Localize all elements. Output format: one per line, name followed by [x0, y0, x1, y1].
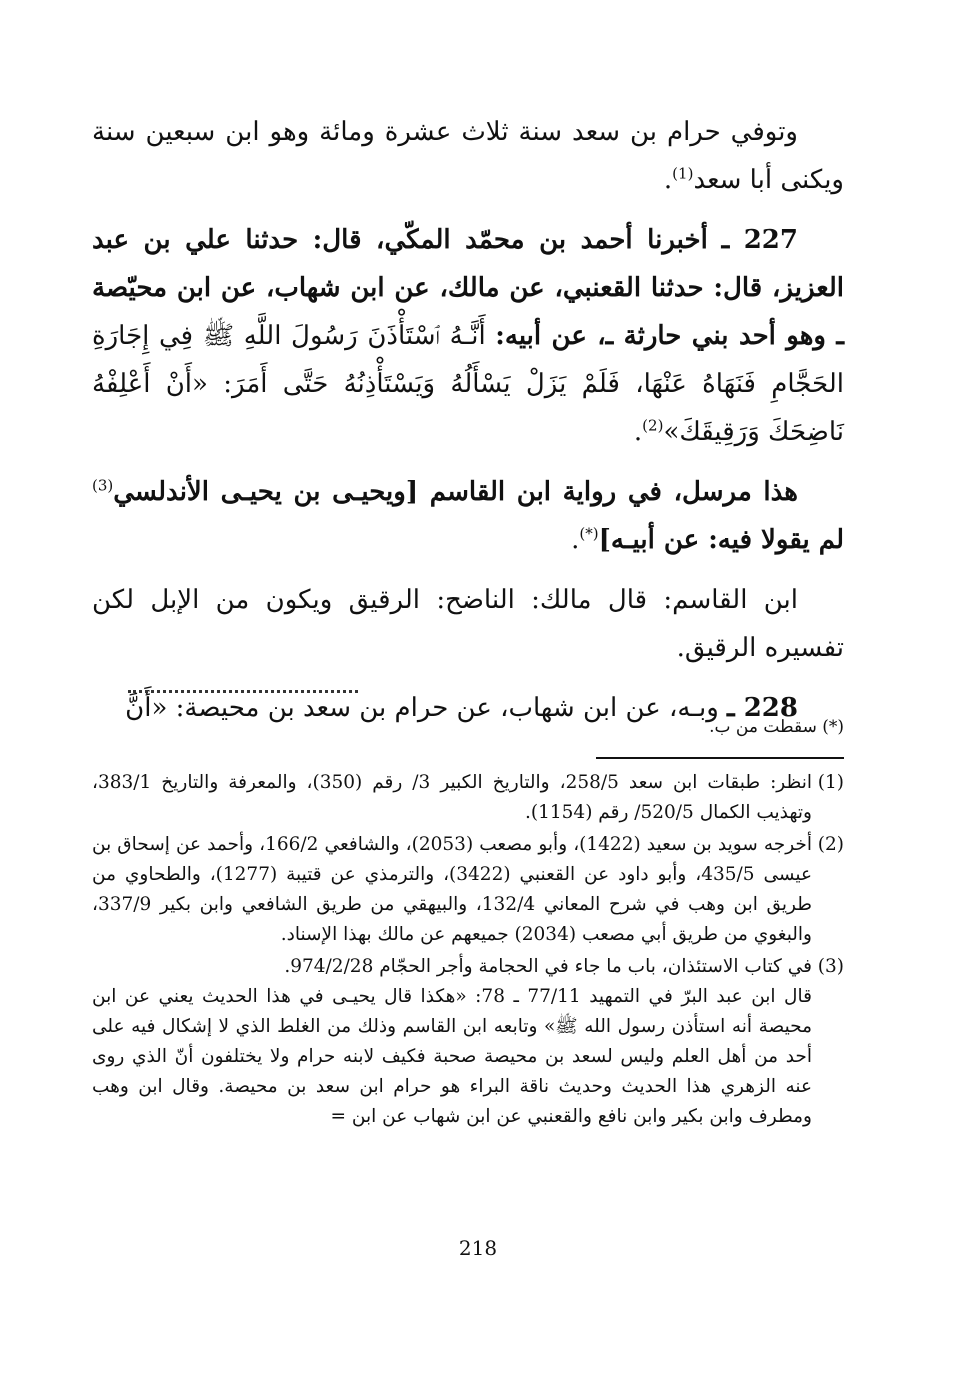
footnote-mark: (2): [817, 834, 844, 855]
footnote-ref-1: (1): [672, 164, 694, 183]
footnote-text: في كتاب الاستئذان، باب ما جاء في الحجامة وأجر الحجّام 974/2/28.: [284, 956, 812, 977]
footnotes: [92, 768, 844, 1134]
paragraph-ibn-qasim: ابن القاسم: قال مالك: الناضح: الرقيق ويكون من الإبل لكن تفسيره الرقيق.: [92, 585, 844, 663]
punct: .: [571, 525, 580, 555]
punct: .: [633, 417, 643, 447]
paragraph-mursal: [92, 468, 844, 564]
punct: .: [663, 165, 673, 195]
footnote-rule: [596, 757, 844, 759]
hadith-number: 227 ـ: [721, 225, 798, 255]
paragraph-death-note: [92, 108, 844, 204]
footnote-ref-star: (*): [579, 524, 599, 543]
footnote-2: [92, 830, 844, 950]
footnote-text: أخرجه سويد بن سعيد (1422)، وأبو مصعب (2053)، والشافعي 166/2، وأحمد عن إسحاق بن عيسى 435/5، وأبو داود عن القعنبي (3422)، والترمذي عن قتيبة (1277)، والطحاوي من طريق ابن وهب في شرح المعاني 132/4، والبيهقي من طريق الشافعي وابن بكير 337/9، والبغوي من طريق أبي مصعب (2034) جميعهم عن مالك بهذا الإسناد.: [92, 834, 813, 945]
footnote-ref-3: (3): [92, 476, 114, 495]
page-number: 218: [458, 1236, 498, 1260]
isnad-text: أخبرنا أحمد بن محمّد المكّي، قال: حدثنا علي بن عبد العزيز، قال: حدثنا القعنبي، عن مالك، عن ابن شهاب، عن ابن محيّصة ـ وهو أحد بني حارثة ـ، عن أبيه:: [92, 225, 844, 351]
star-note: (*) سقطت من ب.: [709, 717, 844, 737]
footnote-mark: (1): [817, 772, 844, 793]
hadith-number: 228 ـ: [727, 693, 798, 723]
main-text: [92, 108, 844, 744]
footnote-mark: (3): [817, 956, 844, 977]
paragraph-text: وبـه، عن ابن شهاب، عن حرام بن سعد بن محيصة: «أَنَّ: [125, 693, 719, 723]
paragraph-text: لم يقولا فيه: عن أبيـه]: [598, 525, 844, 555]
footnote-text: قال ابن عبد البرّ في التمهيد 77/11 ـ 78: «هكذا قال يحيـى في هذا الحديث يعني عن ابن محيصة أنه استأذن رسول الله ﷺ» وتابعه ابن القاسم وذلك من الغلط الذي لا إشكال فيه على أحد من أهل العلم وليس لسعد بن محيصة صحبة فكيف لابنه حرام ولا يختلفون أنّ الذي روى عنه الزهري هذا الحديث وحديث ناقة البراء هو حرام ابن سعد بن محيصة. وقال ابن وهب ومطرف وابن بكير وابن نافع والقعنبي عن ابن شهاب عن ابن =: [92, 986, 812, 1127]
footnote-3: [92, 952, 844, 1132]
footnote-text: انظر: طبقات ابن سعد 258/5، والتاريخ الكبير 3/ رقم (350)، والمعرفة والتاريخ 383/1، وتهذيب الكمال 520/5/ رقم (1154).: [92, 772, 812, 823]
matn-text: أَنَّـهُ ٱسْتَأْذَنَ رَسُولَ اللَّهِ ﷺ فِي إِجَارَةِ الحَجَّامِ فَنَهَاهُ عَنْهَا، فَلَمْ يَزَلْ يَسْأَلُهُ وَيَسْتَأْذِنُهُ حَتَّى أَمَرَ: «أَنْ أَعْلِفْهُ نَاضِحَكَ وَرَقِيقَكَ»: [92, 321, 844, 447]
paragraph-text: هذا مرسل، في رواية ابن القاسم [ويحيـى بن يحيـى الأندلسي: [113, 477, 798, 507]
dotted-separator: [128, 690, 358, 699]
paragraph-text: وتوفي حرام بن سعد سنة ثلاث عشرة ومائة وهو ابن سبعين سنة ويكنى أبا سعد: [92, 117, 844, 195]
footnote-ref-2: (2): [642, 416, 664, 435]
hadith-227: [92, 216, 844, 456]
footnote-1: [92, 768, 844, 828]
